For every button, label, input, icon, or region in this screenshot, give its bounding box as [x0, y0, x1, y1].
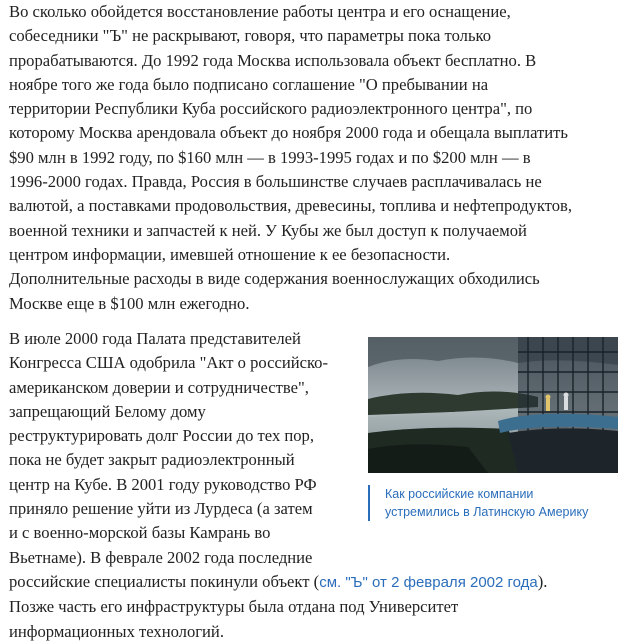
- text-line: Москве еще в $100 млн ежегодно.: [9, 293, 250, 313]
- text-line: 1996-2000 годах. Правда, Россия в большинстве случаев расплачивалась не: [9, 172, 542, 192]
- caption-line: устремились в Латинскую Америку: [385, 505, 589, 519]
- text-line: центром информации, имевшей отношение к ее безопасности.: [9, 244, 451, 264]
- text-line: и с военно-морской базы Камрань во: [9, 523, 271, 543]
- text-line: Дополнительные расходы в виде содержания военнослужащих обходились: [9, 269, 540, 289]
- text-line: информационных технологий.: [9, 621, 224, 641]
- text-line: Позже часть его инфраструктуры была отдана под Университет: [9, 597, 459, 617]
- construction-site-photo[interactable]: [368, 337, 618, 473]
- caption-line: Как российские компании: [385, 487, 534, 501]
- text-line: приняло решение уйти из Лурдеса (а затем: [9, 499, 313, 519]
- text-line: американском доверии и сотрудничестве",: [9, 377, 309, 397]
- text-line-with-link: [9, 570, 619, 595]
- reference-link[interactable]: см. "Ъ" от 2 февраля 2002 года: [319, 573, 538, 591]
- text-fragment: российские специалисты покинули объект (: [9, 571, 320, 591]
- text-line: прорабатываются. До 1992 года Москва использовала объект бесплатно. В: [9, 50, 537, 70]
- text-line: ноябре того же года было подписано соглашение "О пребывании на: [9, 74, 489, 94]
- text-line: Вьетнаме). В феврале 2002 года последние: [9, 547, 313, 567]
- text-line: $90 млн в 1992 году, по $160 млн — в 1993-1995 годах и по $200 млн — в: [9, 147, 531, 167]
- text-line: центр на Кубе. В 2001 году руководство РФ: [9, 474, 317, 494]
- text-line: запрещающий Белому дому: [9, 401, 206, 421]
- related-article-figure[interactable]: [368, 337, 618, 521]
- text-line: собеседники "Ъ" не раскрывают, говоря, что параметры пока только: [9, 26, 492, 46]
- paragraph-funding: [9, 0, 617, 316]
- text-line: валютой, а поставками продовольствия, древесины, топлива и нефтепродуктов,: [9, 196, 572, 216]
- figure-caption[interactable]: [368, 485, 618, 521]
- text-line: территории Республики Куба российского радиоэлектронного центра", по: [9, 99, 533, 119]
- text-line: Конгресса США одобрила "Акт о российско-: [9, 353, 329, 373]
- text-line: реструктурировать долг России до тех пор,: [9, 426, 315, 446]
- text-line: Во сколько обойдется восстановление работы центра и его оснащение,: [9, 2, 511, 21]
- text-line: которому Москва арендовала объект до ноября 2000 года и обещала выплатить: [9, 123, 568, 143]
- text-line: пока не будет закрыт радиоэлектронный: [9, 450, 295, 470]
- text-line: военной техники и запчастей к ней. У Кубы же был доступ к получаемой: [9, 220, 527, 240]
- text-fragment: ).: [537, 571, 548, 591]
- text-line: В июле 2000 года Палата представителей: [9, 329, 301, 348]
